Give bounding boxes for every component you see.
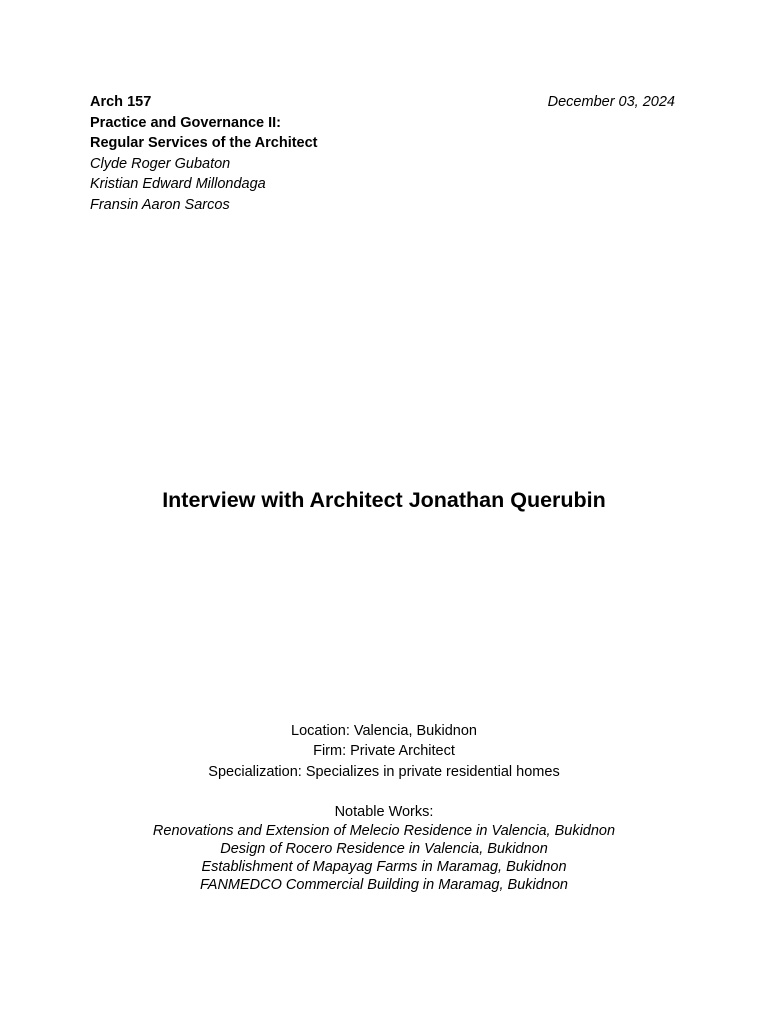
document-date: December 03, 2024 (547, 94, 675, 110)
location-line: Location: Valencia, Bukidnon (291, 723, 477, 739)
architect-details (0, 721, 768, 782)
firm-line: Firm: Private Architect (313, 743, 455, 760)
author-name: Fransin Aaron Sarcos (90, 196, 230, 213)
course-title-line-1: Practice and Governance II: (90, 114, 281, 131)
notable-works-list (0, 822, 768, 894)
notable-work-item: Renovations and Extension of Melecio Residence in Valencia, Bukidnon (152, 823, 616, 840)
author-name: Clyde Roger Gubaton (90, 155, 231, 172)
notable-works-label: Notable Works: (334, 804, 434, 820)
course-title-line-2: Regular Services of the Architect (90, 135, 318, 152)
specialization-line: Specialization: Specializes in private residential homes (208, 763, 560, 780)
document-header (90, 92, 675, 216)
notable-work-item: Design of Rocero Residence in Valencia, Bukidnon (220, 841, 548, 858)
course-code: Arch 157 (90, 94, 152, 110)
notable-works (0, 802, 768, 894)
document-title: Interview with Architect Jonathan Querubin (162, 488, 606, 512)
author-name: Kristian Edward Millondaga (90, 176, 266, 193)
notable-work-item: FANMEDCO Commercial Building in Maramag, Bukidnon (200, 877, 568, 894)
notable-work-item: Establishment of Mapayag Farms in Maramag, Bukidnon (201, 859, 567, 876)
